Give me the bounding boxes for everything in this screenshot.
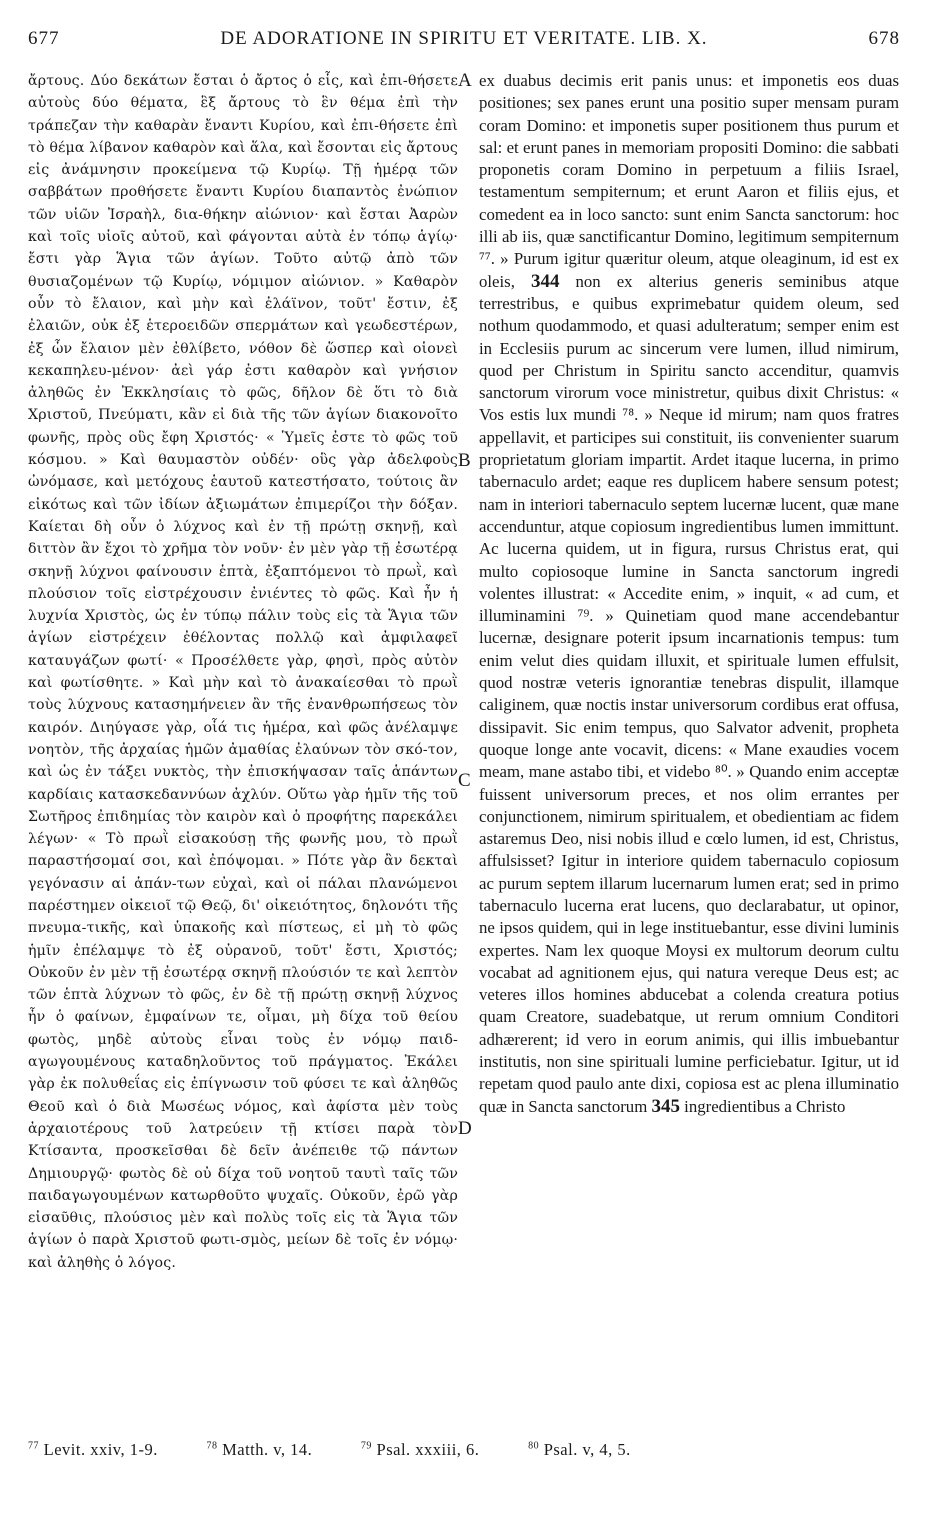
- page-number-left: 677: [28, 28, 60, 49]
- footnote-text: Psal. xxxiii, 6.: [376, 1440, 480, 1459]
- running-header: [28, 28, 900, 62]
- footnote-text: Levit. xxiv, 1-9.: [43, 1440, 158, 1459]
- footnote: [528, 1440, 653, 1459]
- marginal-page-number: 344: [530, 270, 560, 292]
- marginal-page-number: 345: [651, 1095, 680, 1117]
- margin-marker-d: D: [458, 1118, 472, 1139]
- greek-paragraph: ἄρτους. Δύο δεκάτων ἔσται ὁ ἄρτος ὁ εἷς, καὶ ἐπι-θήσετε αὐτοὺς δύο θέματα, ἓξ ἄρτους τὸ ἓν θέμα ἐπὶ τὴν τράπεζαν τὴν καθαρὰν ἔναντι Κυρίου, καὶ ἐπι-θήσετε ἐπὶ τὸ θέμα λίβανον καθαρὸν καὶ ἅλα, καὶ ἔσονται εἰς ἄρτους εἰς ἀνάμνησιν προκείμενα τῷ Κυρίῳ. Τῇ ἡμέρᾳ τῶν σαββάτων προθήσετε ἔναντι Κυρίου διαπαντὸς ἐνώπιον τῶν υἱῶν Ἰσραὴλ, δια-θήκην αἰώνιον· καὶ ἔσται Ἀαρὼν καὶ τοῖς υἱοῖς αὐτοῦ, καὶ φάγονται αὐτὰ ἐν τόπῳ ἁγίῳ· ἔστι γὰρ Ἅγια τῶν ἁγίων. Τοῦτο αὐτῷ ἀπὸ τῶν θυσιαζομένων τῷ Κυρίῳ, νόμιμον αἰώνιον. » Καθαρὸν οὖν τὸ ἔλαιον, καὶ μὴν καὶ ἐλάϊνον, τοῦτ' ἔστιν, ἐξ ἐλαιῶν, οὐκ ἐξ ἑτεροειδῶν σπερμάτων καὶ γεωδεστέρων, ἐξ ὧν ἔλαιον μὲν ἐθλίβετο, νόθον δὲ ὥσπερ καὶ οἱονεὶ κεκαπηλευ-μένον· ἀεὶ γάρ ἐστι καθαρὸν καὶ γνήσιον ἀληθῶς ἐν Ἐκκλησίαις τὸ φῶς, δῆλον δὲ ὅτι τὸ διὰ Χριστοῦ, Πνεύματι, κἂν εἰ διὰ τῆς τῶν ἁγίων διακονοῖτο φωνῆς, πρὸς οὓς ἔφη Χριστός· « Ὑμεῖς ἐστε τὸ φῶς τοῦ κόσμου. » Καὶ θαυμαστὸν οὐδέν· οὓς γὰρ ἀδελφοὺς ὠνόμασε, καὶ μετόχους ἑαυτοῦ κατεστήσατο, τούτοις ἂν εἰκότως καὶ τῶν ἰδίων ἀξιωμάτων ἐπιμερίζοι τὴν δόξαν. Καίεται δὴ οὖν ὁ λύχνος καὶ ἐν τῇ πρώτῃ σκηνῇ, καὶ διττὸν ἂν ἔχοι τὸ χρῆμα τὸν νοῦν· ἐν μὲν γὰρ τῇ ἐσωτέρᾳ σκηνῇ λύχνοι φαίνουσιν ἑπτὰ, ἐξαπτόμενοι τὸ πρωῒ, καὶ πλούσιον τοῖς εἰστρέχουσιν ἐνιέντες τὸ φῶς. Καὶ ἦν ἡ λυχνία Χριστὸς, ὡς ἐν τύπῳ πάλιν τοὺς εἰς τὰ Ἅγια τῶν ἁγίων εἰστρέχειν ἐθέλοντας πολλῷ καὶ ἀμφιλαφεῖ καταυγάζων φωτί· « Προσέλθετε γὰρ, φησὶ, πρὸς αὐτὸν καὶ φωτίσθητε. » Καὶ μὴν καὶ τὸ ἀνακαίεσθαι τὸ πρωῒ τοὺς λύχνους κατασημήνειεν ἂν τῆς ἐνανθρωπήσεως τὸν καιρόν. Διηύγασε γὰρ, οἷά τις ἡμέρα, καὶ φῶς ἀνέλαμψε νοητὸν, τῆς ἀρχαίας ἡμῶν ἀμαθίας ἐλαύνων τὸν σκό-τον, καὶ ὡς ἐν τάξει νυκτὸς, τὴν ἐπισκήψασαν ταῖς ἁπάντων καρδίαις κατασκεδαννύων ἀχλύν. Οὕτω γὰρ ἡμῖν τῆς τοῦ Σωτῆρος ἐπιδημίας τὸν καιρὸν καὶ ὁ προφήτης παρεκάλει λέγων· « Τὸ πρωῒ εἰσακούσῃ τῆς φωνῆς μου, τὸ πρωῒ παραστήσομαί σοι, καὶ ἐπόψομαι. » Πότε γὰρ ἂν δεκταὶ γεγόνασιν αἱ ἁπάν-των εὐχαὶ, καὶ οἱ πάλαι πλανώμενοι παρέστημεν οἰκειοῖ τῷ Θεῷ, δι' οἰκειότητος, δηλονότι τῆς πνευμα-τικῆς, καὶ ὑπακοῆς καὶ πίστεως, εἰ μὴ τὸ φῶς ἡμῖν ἐπέλαμψε τὸ ἐξ οὐρανοῦ, τοῦτ' ἔστι, Χριστός; Οὐκοῦν ἐν μὲν τῇ ἐσωτέρᾳ σκηνῇ πλούσιόν τε καὶ λεπτὸν τῶν ἑπτὰ λύχνων τὸ φῶς, ἐν δὲ τῇ πρώτῃ σκηνῇ λύχνος ἦν ὁ φαίνων, ἐμφαίνων τε, οἶμαι, μὴ δίχα τοῦ θείου φωτὸς, μηδὲ αὐτοὺς εἶναι τοὺς ἐν νόμῳ παιδ-αγωγουμένους καταδηλοῦντος τοῦ πράγματος. Ἐκάλει γὰρ ἐκ πολυθεΐας εἰς ἐπίγνωσιν τοῦ φύσει τε καὶ ἀληθῶς Θεοῦ καὶ ὁ διὰ Μωσέως νόμος, καὶ ἀφίστα μὲν τοὺς ἀρχαιοτέρους τοῦ λατρεύειν τῇ κτίσει παρὰ τὸν Κτίσαντα, προσκεῖσθαι δὲ δεῖν ἀνέπειθε τῷ πάντων Δημιουργῷ· φωτὸς δὲ οὐ δίχα τοῦ νοητοῦ ταυτὶ ταῖς τῶν παιδαγωγουμένων κατωρθοῦτο ψυχαῖς. Οὐκοῦν, ἐρῶ γὰρ εἰσαῦθις, πλούσιος μὲν καὶ πολὺς τοῖς εἰς τὰ Ἅγια τῶν ἁγίων ὁ παρὰ Χριστοῦ φωτι-σμὸς, μείων δὲ τοῖς ἐν νόμῳ· καὶ ἀληθὴς ὁ λόγος.: [28, 73, 459, 1271]
- page-number-right: 678: [868, 28, 900, 49]
- margin-marker-a: A: [458, 70, 472, 91]
- greek-column: [28, 70, 458, 1274]
- latin-text-part-2: non ex alterius generis seminibus atque terrestribus, e quibus exprimebatur quidem oleum, sed nothum quodammodo, et quasi adulteratum; semper enim est in Ecclesiis purum ac sincerum vere lumen, illud nimirum, quod per Christum in Spiritu sancto accenditur, quamvis sanctorum virorum voce ministretur, quibus dixit Christus: « Vos estis lux mundi ⁷⁸. » Neque id mirum; nam quos fratres appellavit, et participes sui constituit, iis convenienter suarum proprietatum gloriam impartit. Ardet itaque lucerna, in primo tabernaculo ardet; eaque res duplicem habere sensum potest; nam in interiori tabernaculo septem lucernæ lucent, quæ mane accenduntur, atque copiosum ingredientibus lumen immittunt. Ac lucerna quidem, ut in figura, rursus Christus erat, qui multo copiosoque lumine in Sancta sanctorum ingredi volentes illustrat: « Accedite enim, » inquit, « ad cum, et illuminamini ⁷⁹. » Quinetiam quod mane accendebantur lucernæ, designare poterit ipsum incarnationis tempus: tum enim velut dies quidam illuxit, et spirituale lumen effulsit, quod nostræ veteris ignorantiæ tenebras dispulit, illamque caliginem, quæ noctis instar universorum cordibus erat offusa, dissipavit. Sic enim tempus, quo Salvator advenit, propheta quoque longe ante vocavit, dicens: « Mane exaudies vocem meam, mane astabo tibi, et videbo ⁸⁰. » Quando enim acceptæ fuissent universorum preces, et nos olim errantes per conjunctionem, nimirum spiritualem, et obedientiam ac fidem astaremus Deo, nisi nobis illud e cœlo lumen, id est, Christus, affulsisset? Igitur in interiore quidem tabernaculo copiosum ac purum septem illarum lucernarum lumen erat; sed in primo tabernaculo lucerna erat lucens, quo declarabatur, ut opinor, ne ipsos quidem, qui in lege instituebantur, esse divini luminis expertes. Nam lex quoque Moysi ex multorum deorum cultu vocabat ad agnitionem ejus, qui natura vereque Deus est; ac veteres illos homines abducebat a colenda creatura potius quam Creatore, suadebatque, ut rerum omnium Conditori adhærerent; id vero in eorum animis, qui illis imbuebantur institutis, non sine spirituali lumine perficiebatur. Igitur, ut id repetam quod paulo ante dixi, copiosa est ac plena illuminatio quæ in Sancta sanctorum: [479, 271, 899, 1116]
- latin-text-part-1: ex duabus decimis erit panis unus: et imponetis eos duas positiones; sex panes erunt una positio super mensam puram coram Domino: et imponetis super positionem thus purum et sal: et erunt panes in memoriam propositi Domino: die sabbati proponetis coram Domino in perpetuum a filiis Israel, testamentum sempiternum; et erunt Aaron et filiis ejus, et comedent ea in loco sancto: sunt enim Sancta sanctorum: hoc illi ab iis, quæ sanctificantur Domino, legitimum sempiternum ⁷⁷. » Purum igitur quæritur oleum, atque oleaginum, id est ex oleis,: [479, 71, 899, 291]
- footnotes: [28, 1440, 900, 1460]
- footnote-number: 79: [360, 1440, 372, 1452]
- footnote: [206, 1440, 334, 1459]
- latin-paragraph: [479, 70, 899, 1118]
- running-title: DE ADORATIONE IN SPIRITU ET VERITATE. LIB. X.: [220, 28, 708, 49]
- footnote-text: Matth. v, 14.: [222, 1440, 313, 1459]
- footnote: [361, 1440, 502, 1459]
- margin-marker-c: C: [458, 770, 471, 791]
- footnote: [28, 1440, 180, 1459]
- footnote-number: 77: [28, 1440, 39, 1452]
- margin-marker-b: B: [458, 450, 471, 471]
- latin-column: [479, 70, 899, 1118]
- footnote-number: 80: [528, 1440, 540, 1452]
- footnote-text: Psal. v, 4, 5.: [543, 1440, 631, 1459]
- footnote-number: 78: [206, 1440, 218, 1452]
- latin-text-part-3: ingredientibus a Christo: [684, 1096, 846, 1116]
